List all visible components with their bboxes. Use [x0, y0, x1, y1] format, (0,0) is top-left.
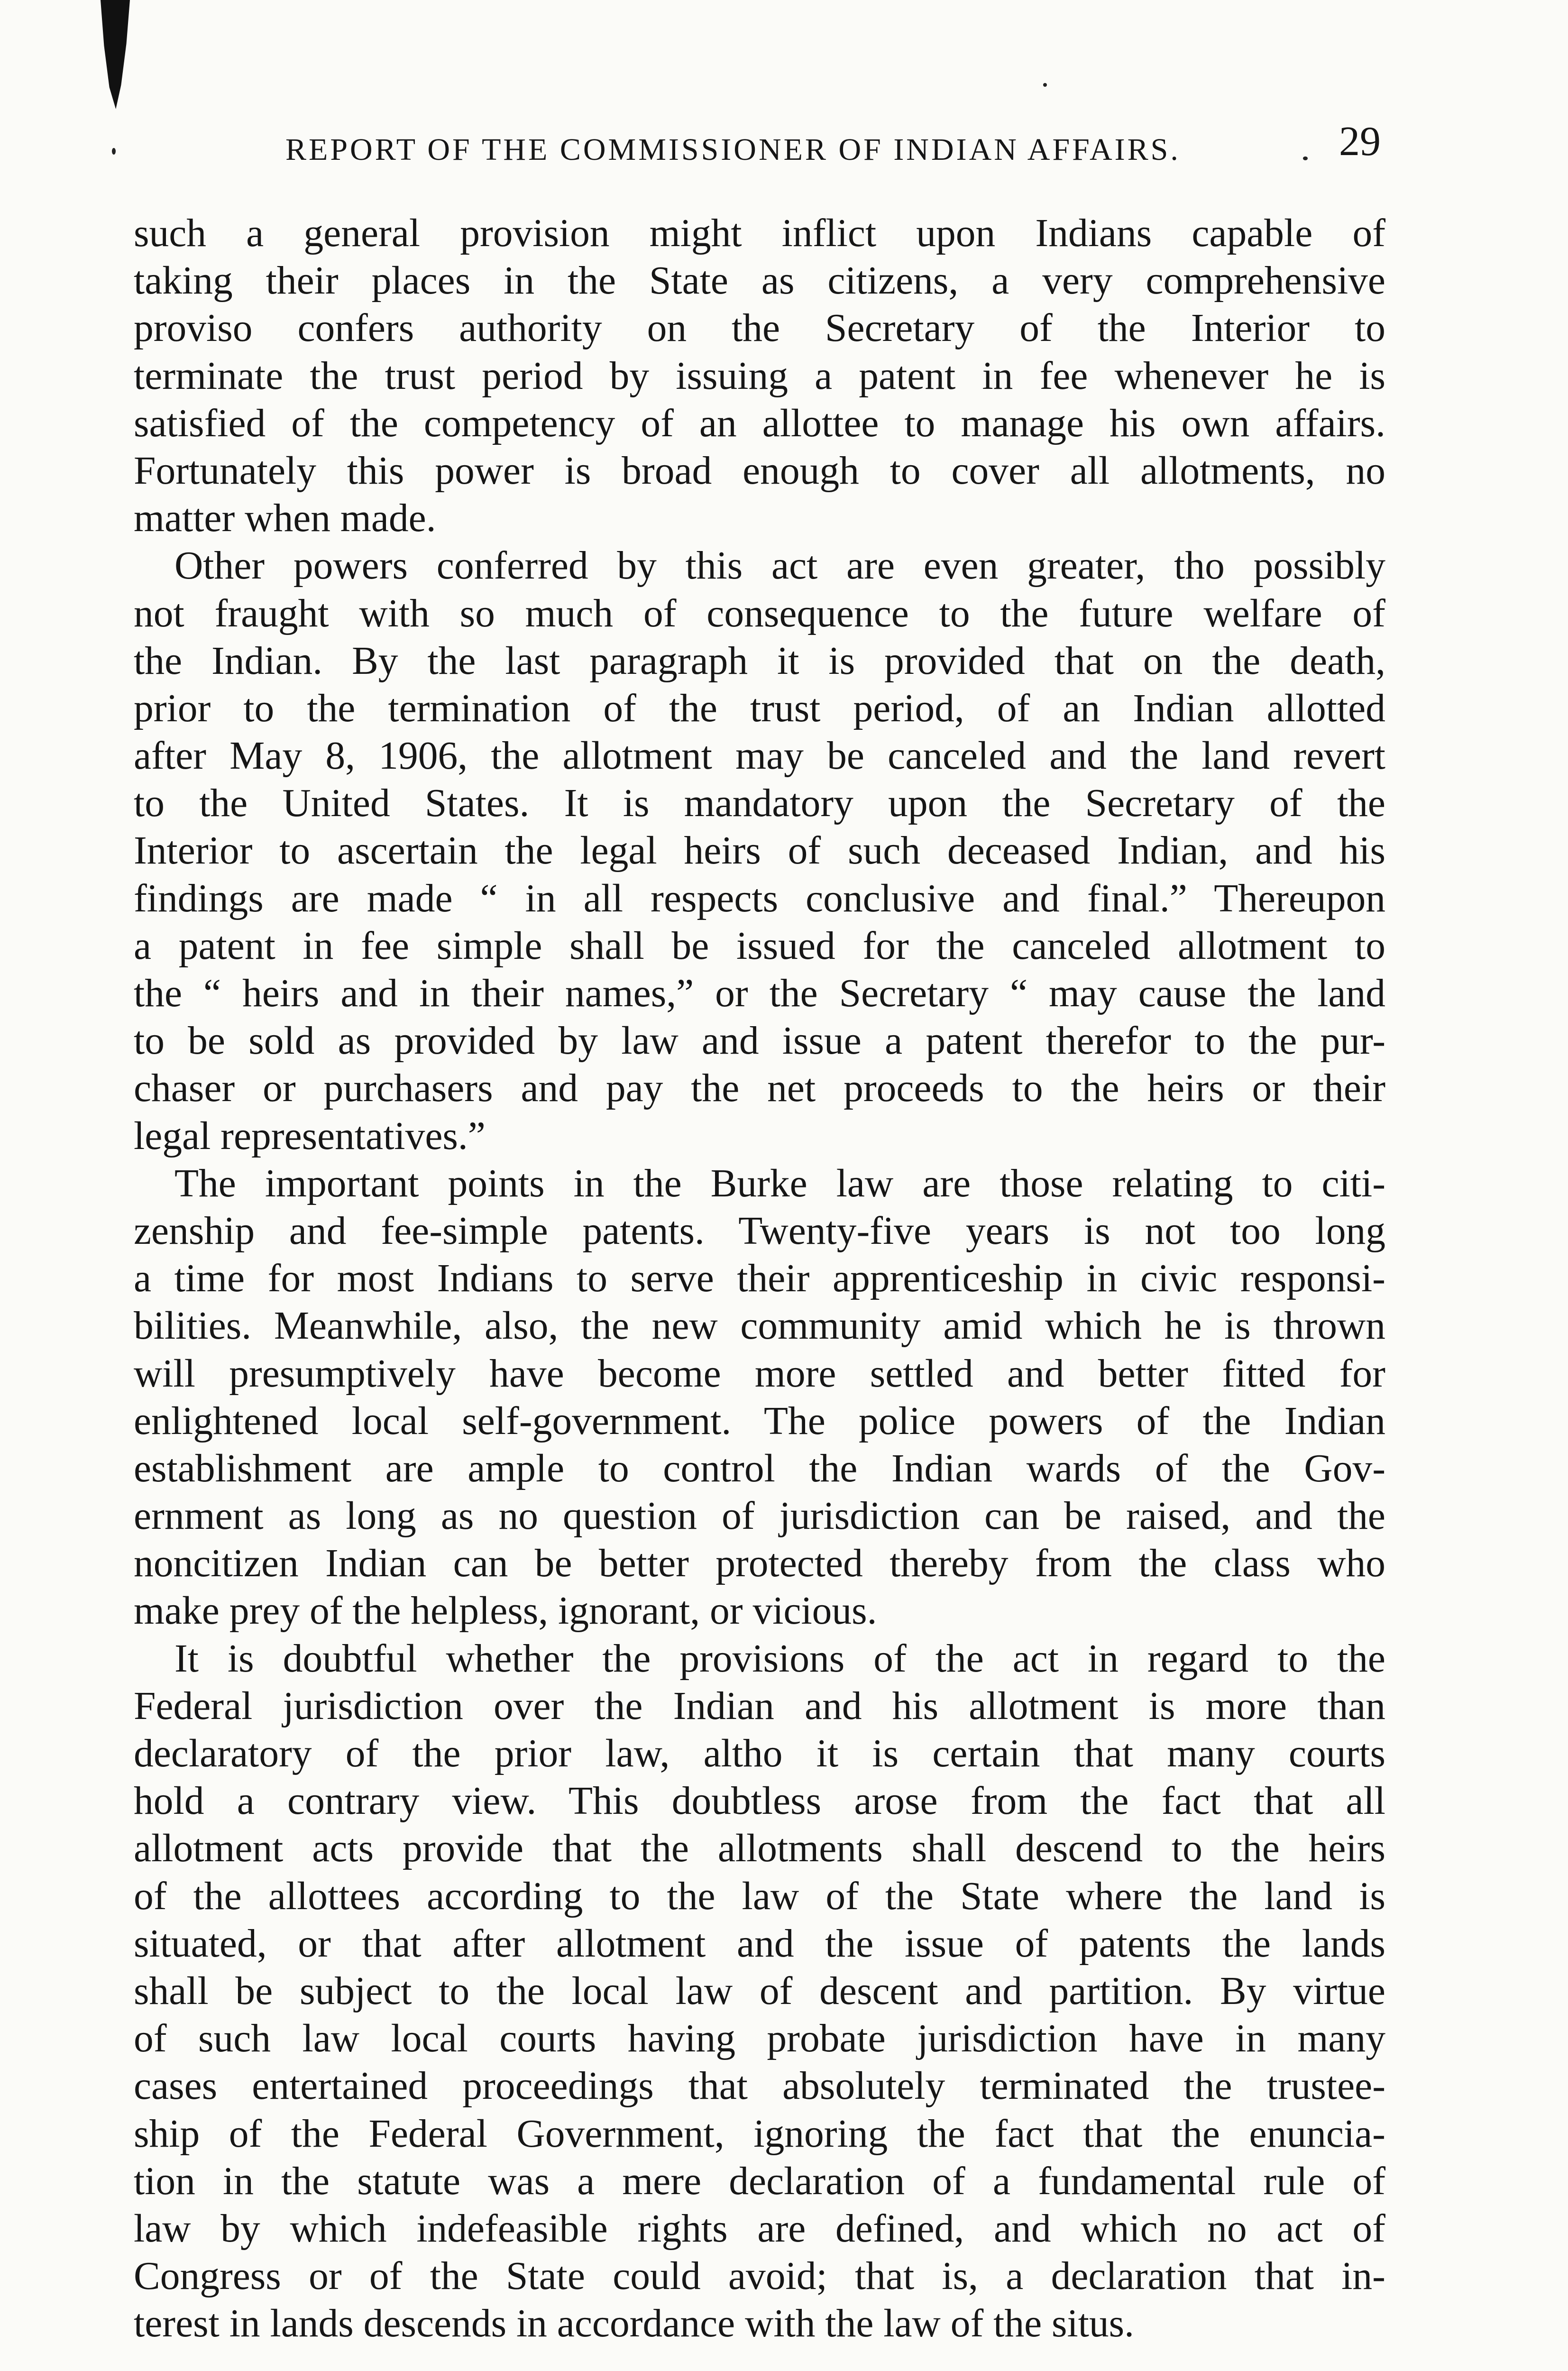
- page-header: [134, 119, 1385, 178]
- text-line: findings are made “ in all respects conclusive and final.” Thereupon: [134, 876, 1385, 920]
- scan-speck: [1043, 83, 1047, 87]
- text-line: bilities. Meanwhile, also, the new community amid which he is thrown: [134, 1304, 1385, 1348]
- text-line: of such law local courts having probate jurisdiction have in many: [134, 2017, 1385, 2061]
- text-line: not fraught with so much of consequence to the future welfare of: [134, 591, 1385, 635]
- text-line: noncitizen Indian can be better protected thereby from the class who: [134, 1542, 1385, 1586]
- text-line: hold a contrary view. This doubtless arose from the fact that all: [134, 1779, 1385, 1823]
- text-line: law by which indefeasible rights are defined, and which no act of: [134, 2206, 1385, 2251]
- text-line: tion in the statute was a mere declaration of a fundamental rule of: [134, 2159, 1385, 2203]
- text-line: Congress or of the State could avoid; that is, a declaration that in-: [134, 2254, 1385, 2298]
- text-line: terminate the trust period by issuing a patent in fee whenever he is: [134, 354, 1385, 398]
- text-line: It is doubtful whether the provisions of the act in regard to the: [174, 1636, 1385, 1681]
- text-line: Fortunately this power is broad enough to cover all allotments, no: [134, 449, 1385, 493]
- text-line: The important points in the Burke law are those relating to citi-: [174, 1161, 1385, 1205]
- text-line: ship of the Federal Government, ignoring the fact that the enuncia-: [134, 2112, 1385, 2156]
- text-line: the Indian. By the last paragraph it is provided that on the death,: [134, 639, 1385, 683]
- running-head: REPORT OF THE COMMISSIONER OF INDIAN AFFAIRS.: [285, 132, 1181, 167]
- text-line: allotment acts provide that the allotments shall descend to the heirs: [134, 1827, 1385, 1871]
- text-line: the “ heirs and in their names,” or the Secretary “ may cause the land: [134, 972, 1385, 1015]
- page-number: 29: [1339, 119, 1381, 165]
- body-text: [134, 210, 1385, 2347]
- text-line: matter when made.: [134, 496, 436, 541]
- text-line: Federal jurisdiction over the Indian and his allotment is more than: [134, 1684, 1385, 1728]
- text-line: to the United States. It is mandatory upon the Secretary of the: [134, 781, 1385, 826]
- text-line: after May 8, 1906, the allotment may be canceled and the land revert: [134, 734, 1385, 778]
- text-line: will presumptively have become more settled and better fitted for: [134, 1351, 1385, 1396]
- text-line: legal representatives.”: [134, 1114, 486, 1158]
- text-line: terest in lands descends in accordance with the law of the situs.: [134, 2302, 1135, 2346]
- text-line: cases entertained proceedings that absolutely terminated the trustee-: [134, 2064, 1385, 2108]
- text-line: proviso confers authority on the Secretary of the Interior to: [134, 306, 1385, 350]
- text-line: satisfied of the competency of an allottee to manage his own affairs.: [134, 401, 1385, 445]
- text-line: a patent in fee simple shall be issued for the canceled allotment to: [134, 924, 1385, 968]
- text-line: to be sold as provided by law and issue a patent therefor to the pur-: [134, 1019, 1385, 1063]
- text-line: prior to the termination of the trust period, of an Indian allotted: [134, 686, 1385, 730]
- text-line: declaratory of the prior law, altho it is certain that many courts: [134, 1732, 1385, 1775]
- text-line: make prey of the helpless, ignorant, or vicious.: [134, 1589, 877, 1633]
- text-line: shall be subject to the local law of descent and partition. By virtue: [134, 1969, 1385, 2013]
- text-line: Other powers conferred by this act are even greater, tho possibly: [174, 544, 1385, 588]
- text-line: Interior to ascertain the legal heirs of such deceased Indian, and his: [134, 829, 1385, 873]
- scan-corner-mark: [101, 0, 130, 109]
- text-line: situated, or that after allotment and the issue of patents the lands: [134, 1921, 1385, 1966]
- text-line: taking their places in the State as citizens, a very comprehensive: [134, 259, 1385, 303]
- text-line: ernment as long as no question of jurisdiction can be raised, and the: [134, 1494, 1385, 1538]
- text-line: such a general provision might inflict upon Indians capable of: [134, 211, 1385, 255]
- text-line: zenship and fee-simple patents. Twenty-five years is not too long: [134, 1209, 1385, 1253]
- text-line: chaser or purchasers and pay the net proceeds to the heirs or their: [134, 1066, 1385, 1111]
- scan-speck: [112, 148, 116, 155]
- text-line: establishment are ample to control the Indian wards of the Gov-: [134, 1446, 1385, 1490]
- text-line: a time for most Indians to serve their apprenticeship in civic responsi-: [134, 1257, 1385, 1301]
- text-line: of the allottees according to the law of the State where the land is: [134, 1874, 1385, 1918]
- text-line: enlightened local self-government. The police powers of the Indian: [134, 1399, 1385, 1443]
